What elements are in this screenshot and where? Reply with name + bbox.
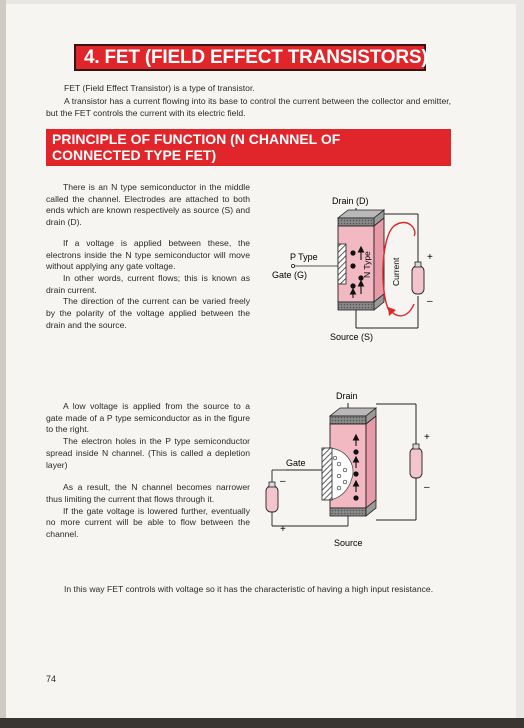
paragraph: A low voltage is applied from the source to a gate made of a P type semiconductor as in the figure to the right. xyxy=(46,401,250,435)
current-label: Current xyxy=(391,257,401,286)
paragraph: If the gate voltage is lowered further, eventually no more current will be able to flow between the channel. xyxy=(46,505,250,540)
intro-paragraph: FET (Field Effect Transistor) is a type of transistor. xyxy=(64,83,255,93)
fet-diagram-depletion xyxy=(256,386,448,552)
battery-icon xyxy=(410,444,422,478)
gate-label: Gate (G) xyxy=(272,270,308,280)
p-type-gate xyxy=(322,448,332,500)
section-heading xyxy=(46,129,451,166)
paragraph: The direction of the current can be varied freely by the polarity of the voltage applied between the drain and the source. xyxy=(46,296,250,330)
drain-label: Drain xyxy=(336,391,358,401)
intro-text xyxy=(46,82,451,120)
principle-text xyxy=(46,182,250,331)
source-electrode xyxy=(330,508,366,516)
scan-edge-bottom xyxy=(0,718,524,728)
paragraph: If a voltage is applied between these, the electrons inside the N type semiconductor will move without applying any gate voltage. xyxy=(46,237,250,272)
paragraph: In other words, current flows; this is known as drain current. xyxy=(46,272,250,295)
p-type-label: P Type xyxy=(290,252,318,262)
battery-icon xyxy=(412,262,424,294)
gate-battery-icon xyxy=(266,482,278,512)
page-title: 4. FET (FIELD EFFECT TRANSISTORS) xyxy=(74,44,426,71)
plus-sign: + xyxy=(280,524,286,535)
gate-label: Gate xyxy=(286,458,306,468)
source-label: Source xyxy=(334,538,363,548)
n-type-label: N Type xyxy=(362,251,372,278)
fet-diagram-current xyxy=(268,186,448,350)
conclusion-text xyxy=(46,583,451,596)
source-electrode xyxy=(338,302,374,310)
paragraph: There is an N type semiconductor in the middle called the channel. Electrodes are attached to both ends which are known respectively as source (S) and drain (D). xyxy=(46,182,250,228)
depletion-text xyxy=(46,401,250,541)
p-type-gate xyxy=(338,244,346,284)
paragraph: As a result, the N channel becomes narrower thus limiting the current that flows through it. xyxy=(46,482,250,504)
drain-label: Drain (D) xyxy=(332,196,369,206)
page-number: 74 xyxy=(46,674,57,684)
minus-sign: – xyxy=(424,482,430,493)
source-label: Source (S) xyxy=(330,332,374,342)
paragraph: The electron holes in the P type semiconductor spread inside N channel. (This is called a depletion layer) xyxy=(46,436,250,470)
section-heading-line: CONNECTED TYPE FET) xyxy=(52,146,217,163)
section-heading-line: PRINCIPLE OF FUNCTION (N CHANNEL OF xyxy=(52,131,341,147)
intro-paragraph: A transistor has a current flowing into its base to control the current between the collector and emitter, but the FET controls the current with its electric field. xyxy=(46,95,451,119)
minus-sign: – xyxy=(280,476,286,487)
minus-sign: – xyxy=(427,296,433,307)
plus-sign: + xyxy=(427,252,433,263)
plus-sign: + xyxy=(424,432,430,443)
paragraph: In this way FET controls with voltage so it has the characteristic of having a high input resistance. xyxy=(64,584,434,594)
